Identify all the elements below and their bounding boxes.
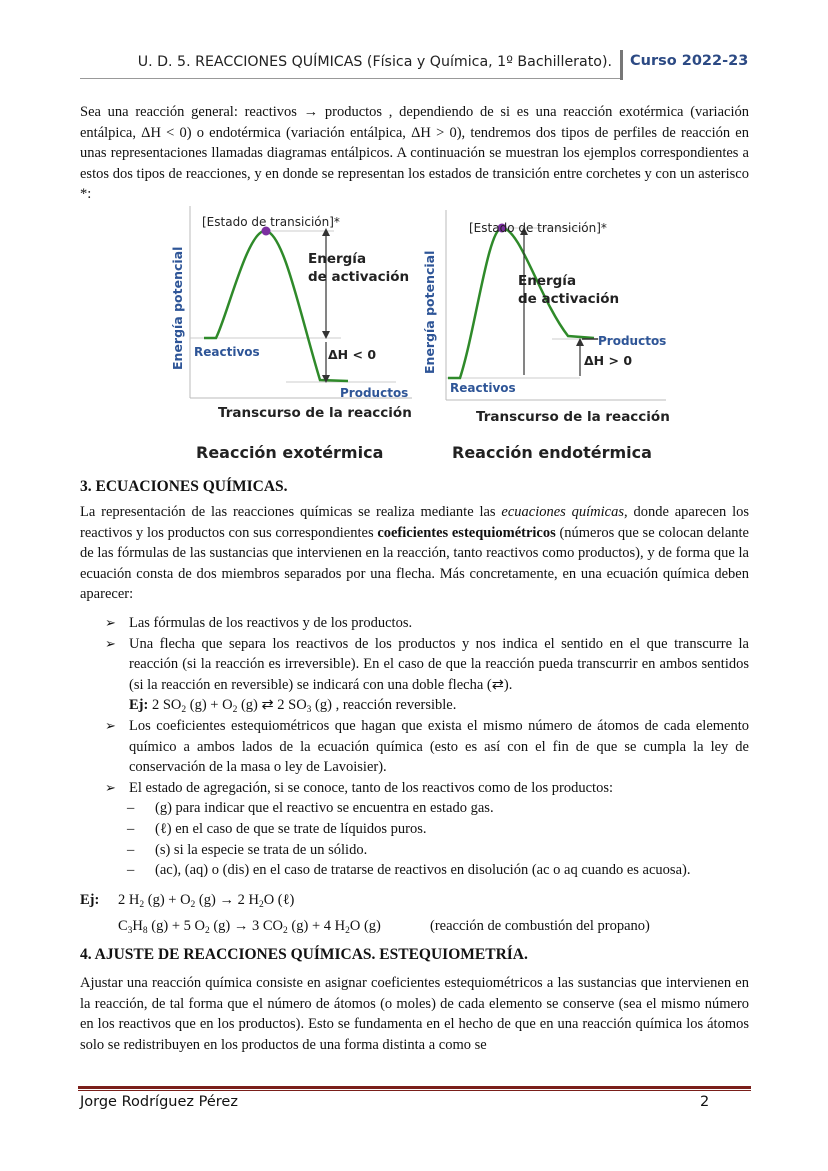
- products-label: Productos: [598, 334, 667, 348]
- paragraph-text: (números que se colocan delante de las fórmulas de las sustancias que intervienen en la reacción, tanto reactivos como productos), y de forma que la ecuación consta de dos miembros separados por una flecha. Más concretamente, en una ecuación química deben aparecer:: [80, 524, 749, 603]
- paragraph-emphasis: ecuaciones químicas: [501, 504, 625, 520]
- equation-examples: [80, 890, 749, 942]
- dash-item-text: (g) para indicar que el reactivo se encuentra en estado gas.: [155, 800, 494, 817]
- dash-item: – (ac), (aq) o (dis) en el caso de tratarse de reactivos en disolución (ac o aq cuando es acuosa).: [127, 862, 691, 879]
- equation-note: (reacción de combustión del propano): [430, 918, 650, 934]
- dash-item-text: (ac), (aq) o (dis) en el caso de tratarse de reactivos en disolución (ac o aq cuando es acuosa).: [155, 862, 691, 879]
- example-note: , reacción reversible.: [335, 697, 457, 714]
- intro-paragraph: Sea una reacción general: reactivos → productos , dependiendo de si es una reacción exotérmica (variación entálpica, ΔH < 0) o endotérmica (variación entálpica, ΔH > 0), tendremos dos tipos de perfiles de reacción en unas representaciones llamadas diagramas entálpicos. A continuación se muestran los ejemplos correspondientes a estos dos tipos de reacciones, y en donde se representan los estados de transición entre corchetes y con un asterisco *:: [80, 104, 749, 203]
- list-item-text: Una flecha que separa los reactivos de los productos y nos indica el sentido en el que transcurre la reacción (si la reacción es irreversible). En el caso de que la reacción pueda transcurrir en ambos sentidos (si la reacción en reversible) se indicará con una doble flecha (⇄).: [129, 635, 749, 693]
- diagram-caption: Reacción exotérmica: [196, 443, 384, 462]
- section-3-heading: 3. ECUACIONES QUÍMICAS.: [80, 478, 288, 495]
- dash-item: – (s) si la especie se trata de un sólido.: [127, 841, 368, 858]
- dash-item-text: (ℓ) en el caso de que se trate de líquidos puros.: [155, 820, 427, 837]
- bullet-arrow-icon: ➢: [105, 615, 116, 630]
- header-rule: [80, 78, 620, 79]
- list-item: [80, 716, 749, 778]
- x-axis-label: Transcurso de la reacción: [476, 409, 670, 425]
- products-label: Productos: [340, 386, 409, 400]
- equation-water: 2 $H_2$ $(g) + O_2$ (g) → 2 $H_2O$ (ℓ): [118, 892, 295, 910]
- list-item: [80, 613, 749, 634]
- list-item: ➢ Una flecha que separa los reactivos de los productos y nos indica el sentido en el que transcurre la reacción (si la reacción es irreversible). En el caso de que la reacción pueda transcurrir en ambos sentidos (si la reacción en reversible) se indicará con una doble flecha (⇄). Ej: 2 $SO_2$ $(g) + O_2$ (g) ⇄ 2 $SO_3$ (g) , reacción reversible.: [105, 635, 749, 716]
- transition-label: [Estado de transición]*: [202, 215, 340, 229]
- section-3-paragraph: [80, 502, 749, 605]
- equation-2: [80, 916, 749, 942]
- paragraph-strong: coeficientes estequiométricos: [377, 524, 556, 541]
- activation-arrowhead-up: [322, 228, 330, 236]
- activation-label-1: Energía: [518, 273, 577, 289]
- paragraph-text: La representación de las reacciones químicas se realiza mediante las: [80, 504, 502, 520]
- page-number: 2: [700, 1094, 710, 1110]
- bullet-arrow-icon: ➢: [105, 717, 116, 733]
- bullet-arrow-icon: ➢: [105, 635, 116, 651]
- section-4-paragraph: Ajustar una reacción química consiste en asignar coeficientes estequiométricos a las sustancias que intervienen en la reacción, de tal forma que el número de átomos (o moles) de cada elemento se conserve (sea el mismo número en los reactivos que en los productos). Esto se fundamenta en el hecho de que en una reacción química los átomos solo se redistribuyen en los productos de una forma distinta a como se: [80, 975, 749, 1053]
- activation-label-1: Energía: [308, 251, 367, 267]
- header-course: Curso 2022-23: [630, 53, 749, 69]
- activation-label-2: de activación: [308, 269, 410, 285]
- diagram-caption: Reacción endotérmica: [452, 443, 652, 462]
- equation-propane: $C_3H_8$ (g) + 5 $O_2$ (g) → 3 $CO_2$ (g) + 4 $H_2O$ (g): [118, 918, 381, 936]
- list-item-text: Las fórmulas de los reactivos y de los productos.: [129, 615, 413, 631]
- delta-h-label: ΔH < 0: [328, 347, 377, 362]
- paragraph-text: , donde aparecen los reactivos y los productos con sus correspondientes: [80, 504, 749, 541]
- exothermic-diagram: [166, 206, 416, 468]
- header-title: U. D. 5. REACCIONES QUÍMICAS (Física y Química, 1º Bachillerato).: [137, 54, 612, 70]
- bullet-arrow-icon: ➢: [105, 779, 116, 795]
- dash-item: – (ℓ) en el caso de que se trate de líquidos puros.: [127, 820, 427, 837]
- list-item-text: Los coeficientes estequiométricos que hagan que exista el mismo número de átomos de cada elemento químico a ambos lados de la ecuación química (esto es así con el fin de que se cumpla la ley de conservación de la masa o ley de Lavoisier).: [129, 717, 749, 776]
- list-item-text: El estado de agregación, si se conoce, tanto de los reactivos como de los productos:: [129, 779, 613, 796]
- delta-h-label: ΔH > 0: [584, 353, 633, 368]
- footer-author: Jorge Rodríguez Pérez: [80, 1094, 238, 1110]
- section-4-heading: 4. AJUSTE DE REACCIONES QUÍMICAS. ESTEQUIOMETRÍA.: [80, 946, 528, 963]
- reactants-label: Reactivos: [194, 345, 260, 359]
- header-divider: [620, 50, 623, 80]
- example-label: Ej:: [129, 697, 149, 714]
- equation-1: [80, 890, 749, 916]
- footer-rule-thick: [78, 1086, 751, 1089]
- example-label: Ej:: [80, 892, 100, 908]
- page-header: [0, 50, 828, 80]
- x-axis-label: Transcurso de la reacción: [218, 405, 412, 421]
- y-axis-label: Energía potencial: [170, 246, 185, 370]
- list-item: [80, 778, 749, 799]
- dash-item: – (g) para indicar que el reactivo se encuentra en estado gas.: [127, 800, 494, 817]
- endothermic-diagram: [422, 210, 672, 468]
- reactants-label: Reactivos: [450, 381, 516, 395]
- dash-item-text: (s) si la especie se trata de un sólido.: [155, 841, 368, 858]
- transition-label: [Estado de transición]*: [469, 221, 607, 235]
- footer-rule-thin: [78, 1090, 751, 1091]
- section-3-list: [80, 613, 749, 881]
- activation-label-2: de activación: [518, 291, 620, 307]
- y-axis-label: Energía potencial: [422, 250, 437, 374]
